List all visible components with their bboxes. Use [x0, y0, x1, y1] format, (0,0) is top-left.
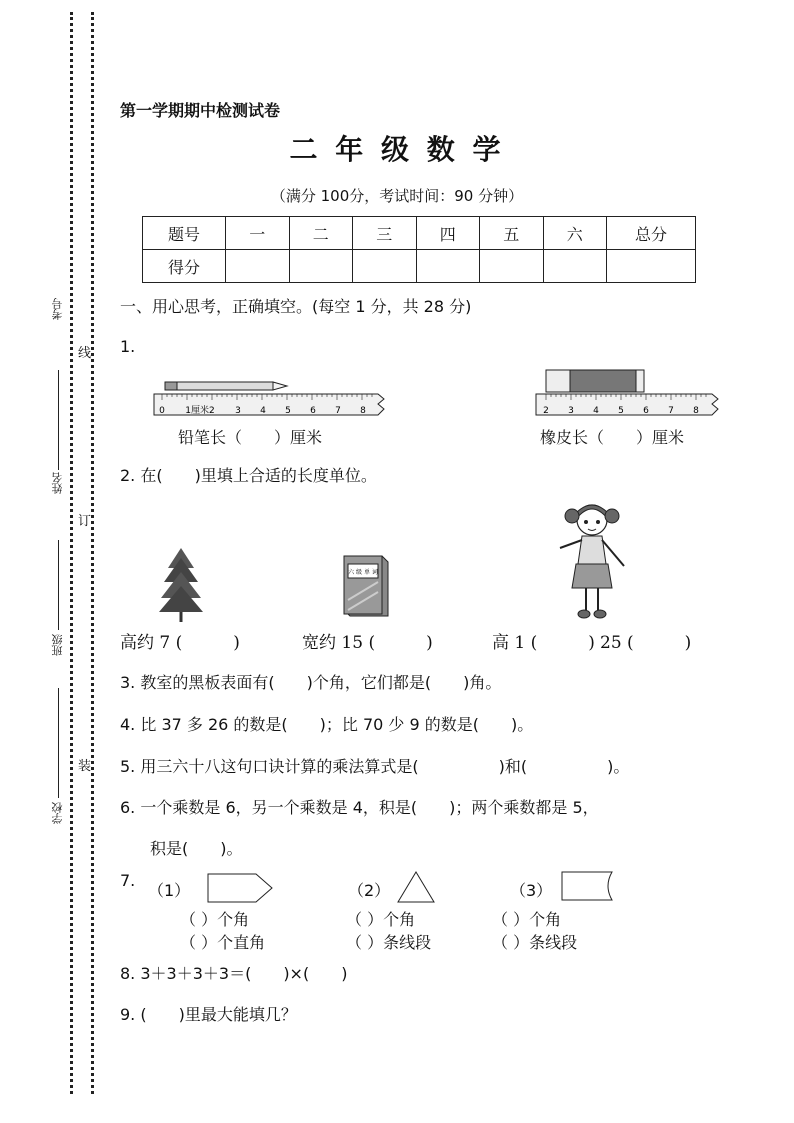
score-cell: 得分: [143, 250, 226, 283]
score-cell: 四: [416, 217, 480, 250]
q7-item1-line2: （ ）个直角: [180, 933, 266, 952]
q7-item2-label: （2）: [348, 881, 391, 900]
girl-height-caption: 高 1 ( ): [492, 633, 595, 653]
eraser-icon: [546, 370, 644, 392]
triangle-shape: [396, 870, 438, 906]
book-width-caption: 宽约 15 ( ): [302, 633, 433, 653]
page-title: 二 年 级 数 学: [289, 133, 505, 166]
binding-mark-line: 线: [78, 342, 91, 361]
book-icon: [338, 552, 390, 618]
book-title: 六 级 单 词: [348, 569, 378, 576]
binding-label-class: 班级: [51, 634, 64, 656]
binding-dotted-line-inner: [91, 12, 94, 1094]
ruler-tick-label: 7: [668, 406, 674, 416]
ruler-tick-label: 2: [543, 406, 549, 416]
ruler-tick-label: 5: [285, 406, 291, 416]
score-cell: 五: [480, 217, 544, 250]
q7-item1-label: （1）: [148, 881, 191, 900]
exam-name: 第一学期期中检测试卷: [120, 101, 281, 120]
score-input-cell[interactable]: [353, 250, 417, 283]
q7-item3-label: （3）: [510, 881, 553, 900]
score-cell: 二: [289, 217, 353, 250]
score-table-score-row: [143, 250, 696, 283]
score-cell: 一: [226, 217, 290, 250]
eraser-ruler-figure: [534, 368, 724, 420]
q7-item3-line1: （ ）个角: [492, 910, 562, 929]
binding-blank-class: [58, 688, 59, 798]
ruler-tick-label: 3: [568, 406, 574, 416]
score-cell: 题号: [143, 217, 226, 250]
binding-label-school: 学校: [51, 802, 64, 824]
ruler-tick-label: 0: [159, 406, 165, 416]
ruler-tick-label: 3: [235, 406, 241, 416]
ruler-tick-label: 5: [618, 406, 624, 416]
girl-icon: [552, 498, 632, 624]
binding-mark-staple: 订: [78, 510, 91, 529]
ruler-tick-label: 6: [643, 406, 649, 416]
ruler-tick-label: 4: [593, 406, 599, 416]
q5-text: 5. 用三六十八这句口诀计算的乘法算式是( )和( )。: [120, 757, 630, 776]
binding-blank-exam-number: [58, 370, 59, 470]
binding-label-name: 姓名: [51, 472, 64, 494]
pencil-length-caption: 铅笔长（ ）厘米: [178, 428, 323, 447]
q6-text-line2: 积是( )。: [150, 839, 243, 858]
binding-label-exam-number: 考号: [51, 298, 64, 320]
q8-text: 8. 3＋3＋3＋3＝( )×( ): [120, 964, 348, 983]
ruler-tick-label: 6: [310, 406, 316, 416]
score-cell: 总分: [607, 217, 696, 250]
ruler-tick-label: 8: [693, 406, 699, 416]
tree-height-caption: 高约 7 ( ): [120, 633, 240, 653]
q6-text-line1: 6. 一个乘数是 6，另一个乘数是 4，积是( )；两个乘数都是 5，: [120, 798, 599, 817]
pentagon-arrow-shape: [206, 872, 276, 906]
q7-item2-line2: （ ）条线段: [346, 933, 432, 952]
score-input-cell[interactable]: [226, 250, 290, 283]
q3-text: 3. 教室的黑板表面有( )个角，它们都是( )角。: [120, 673, 502, 692]
pencil-icon: [165, 382, 287, 390]
q1-number: 1.: [120, 337, 136, 356]
binding-blank-name: [58, 540, 59, 630]
girl-extra-caption: 25 ( ): [600, 633, 692, 653]
q7-item2-line1: （ ）个角: [346, 910, 416, 929]
score-input-cell[interactable]: [480, 250, 544, 283]
pencil-ruler-figure: [152, 378, 388, 420]
q7-item3-line2: （ ）条线段: [492, 933, 578, 952]
score-input-cell[interactable]: [543, 250, 607, 283]
score-input-cell[interactable]: [416, 250, 480, 283]
ruler-tick-label: 1厘米2: [185, 406, 215, 416]
section-heading: 一、用心思考，正确填空。(每空 1 分，共 28 分): [120, 297, 472, 316]
q7-item1-line1: （ ）个角: [180, 910, 250, 929]
score-table: [142, 216, 696, 283]
q9-text: 9. ( )里最大能填几？: [120, 1005, 297, 1024]
exam-subtitle: （满分 100分，考试时间：90 分钟）: [270, 187, 524, 205]
binding-mark-bind: 装: [78, 755, 91, 774]
ruler-tick-label: 4: [260, 406, 266, 416]
score-input-cell[interactable]: [607, 250, 696, 283]
score-cell: 三: [353, 217, 417, 250]
binding-dotted-line-outer: [70, 12, 73, 1094]
q2-text: 2. 在( )里填上合适的长度单位。: [120, 466, 377, 485]
ruler-tick-label: 8: [360, 406, 366, 416]
q7-number: 7.: [120, 871, 136, 890]
curved-rectangle-shape: [560, 870, 620, 906]
ruler-icon: [536, 394, 718, 415]
tree-icon: [156, 546, 206, 624]
q4-text: 4. 比 37 多 26 的数是( )；比 70 少 9 的数是( )。: [120, 715, 534, 734]
ruler-tick-label: 7: [335, 406, 341, 416]
score-table-header-row: [143, 217, 696, 250]
score-input-cell[interactable]: [289, 250, 353, 283]
score-cell: 六: [543, 217, 607, 250]
eraser-length-caption: 橡皮长（ ）厘米: [540, 428, 685, 447]
